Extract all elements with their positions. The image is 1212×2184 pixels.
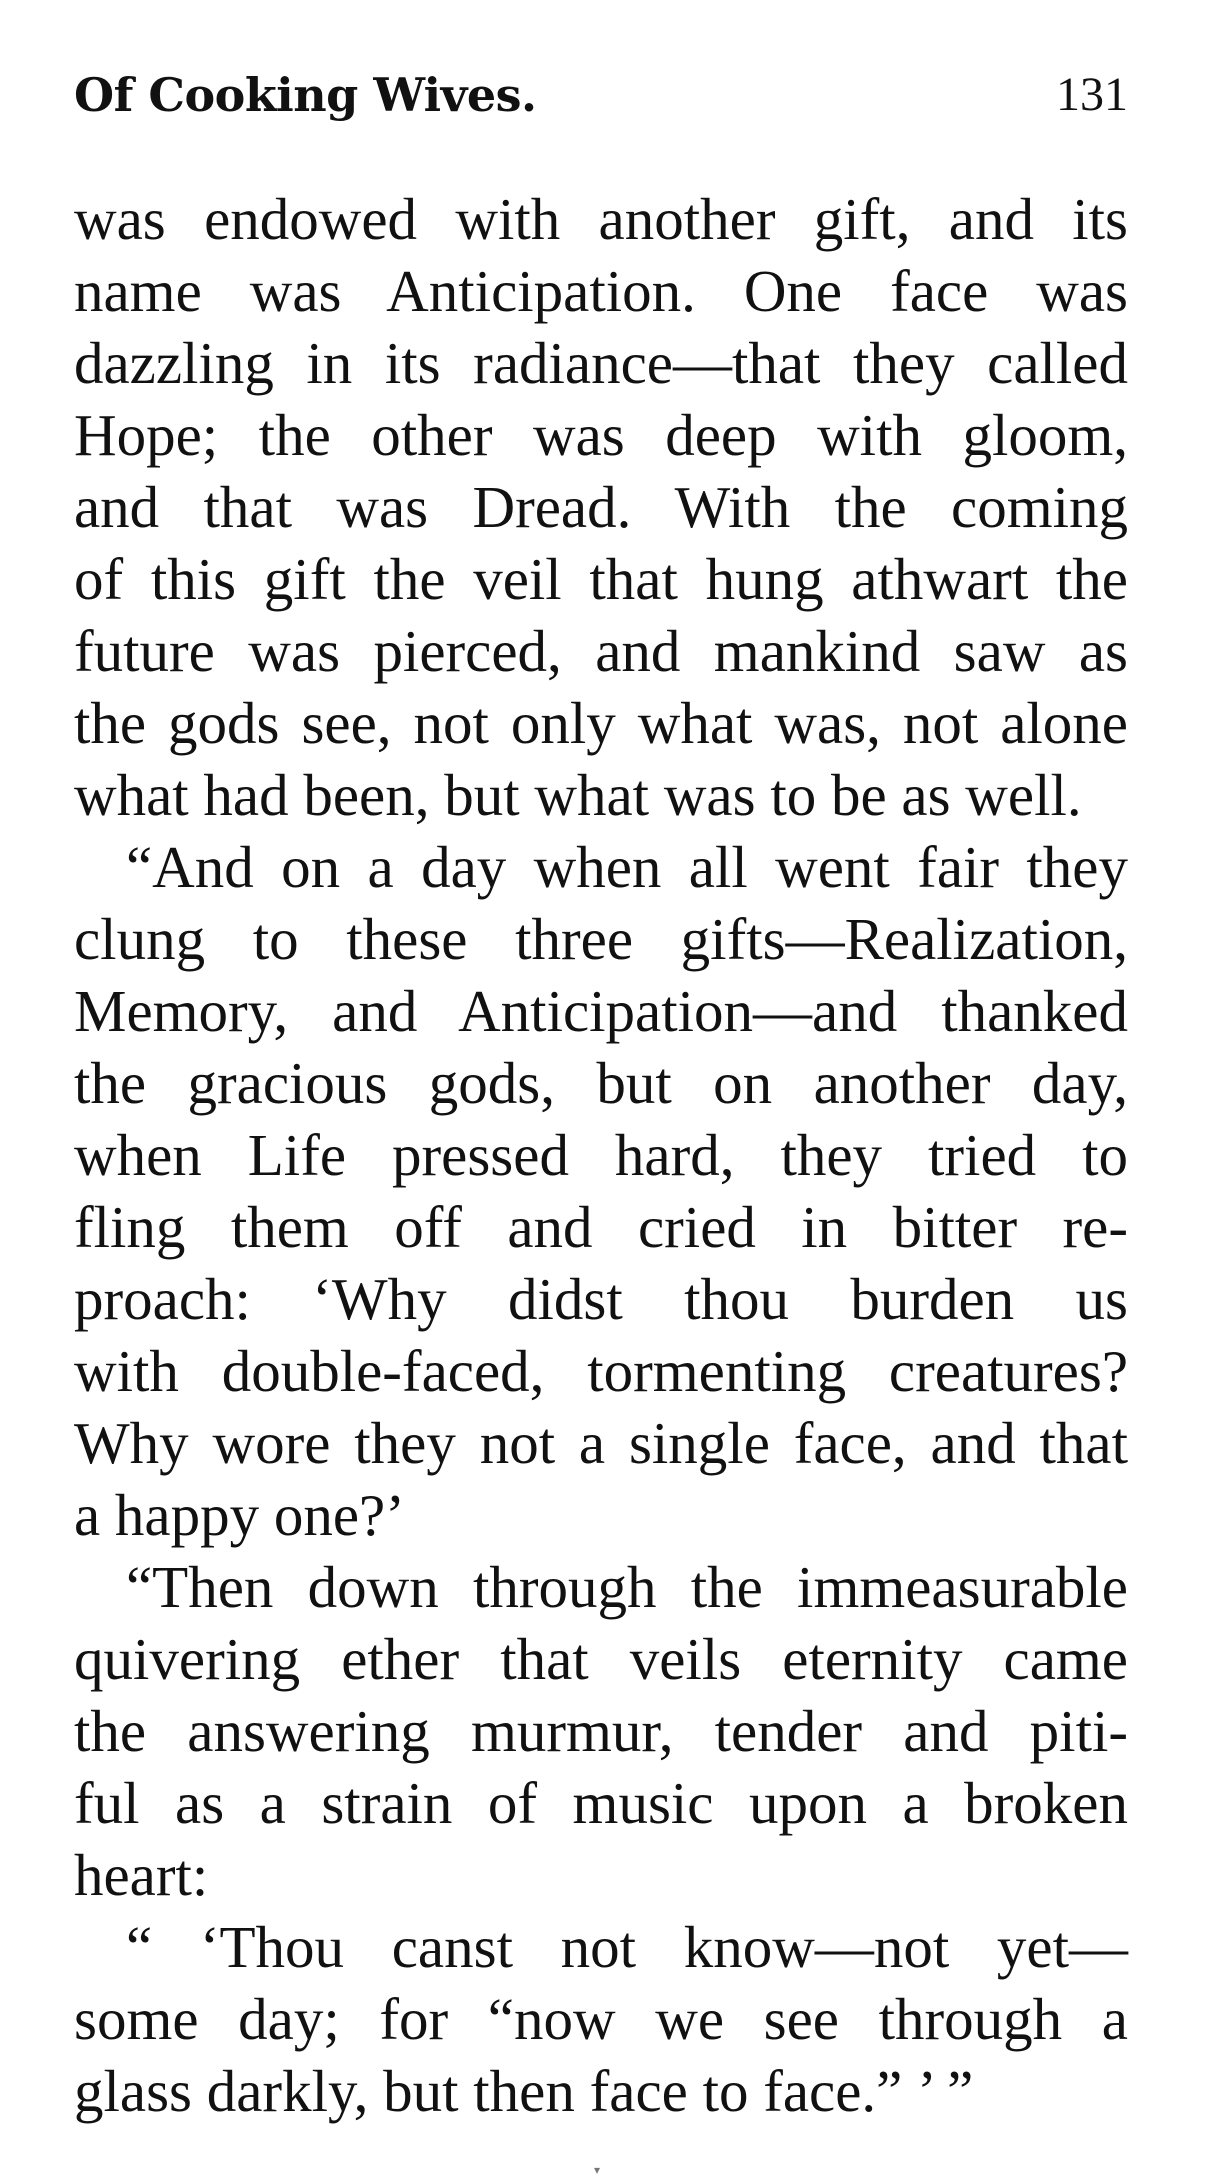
text-line: Hope; the other was deep with gloom, (74, 402, 1128, 468)
text-line: glass darkly, but then face to face.” ’ ” (74, 2058, 974, 2124)
running-head: Of Cooking Wives. (74, 68, 537, 122)
footer-mark-icon: ▾ (594, 2163, 601, 2177)
text-line: of this gift the veil that hung athwart the (74, 546, 1128, 612)
text-line: clung to these three gifts—Realization, (74, 906, 1128, 972)
text-line: what had been, but what was to be as well. (74, 762, 1082, 828)
text-line: and that was Dread. With the coming (74, 474, 1128, 540)
text-line: the gods see, not only what was, not alone (74, 690, 1128, 756)
text-line: “Then down through the immeasurable (126, 1554, 1128, 1620)
body-text (74, 183, 1128, 2127)
text-line: proach: ‘Why didst thou burden us (74, 1266, 1128, 1332)
text-line: “ ‘Thou canst not know—not yet— (126, 1914, 1128, 1980)
text-line: fling them off and cried in bitter re- (74, 1194, 1128, 1260)
text-line: was endowed with another gift, and its (74, 186, 1128, 252)
text-line: ful as a strain of music upon a broken (74, 1770, 1128, 1836)
text-line: the answering murmur, tender and piti- (74, 1698, 1128, 1764)
text-line: the gracious gods, but on another day, (74, 1050, 1128, 1116)
text-line: dazzling in its radiance—that they called (74, 330, 1128, 396)
text-line: future was pierced, and mankind saw as (74, 618, 1128, 684)
text-line: Memory, and Anticipation—and thanked (74, 978, 1128, 1044)
text-line: “And on a day when all went fair they (126, 834, 1128, 900)
text-line: with double-faced, tormenting creatures? (74, 1338, 1128, 1404)
text-line: heart: (74, 1842, 209, 1908)
page-header (74, 60, 1128, 130)
text-line: name was Anticipation. One face was (74, 258, 1128, 324)
text-line: Why wore they not a single face, and that (74, 1410, 1128, 1476)
text-line: some day; for “now we see through a (74, 1986, 1128, 2052)
text-line: quivering ether that veils eternity came (74, 1626, 1128, 1692)
page-number: 131 (1056, 68, 1128, 121)
text-line: when Life pressed hard, they tried to (74, 1122, 1128, 1188)
text-line: a happy one?’ (74, 1482, 405, 1548)
